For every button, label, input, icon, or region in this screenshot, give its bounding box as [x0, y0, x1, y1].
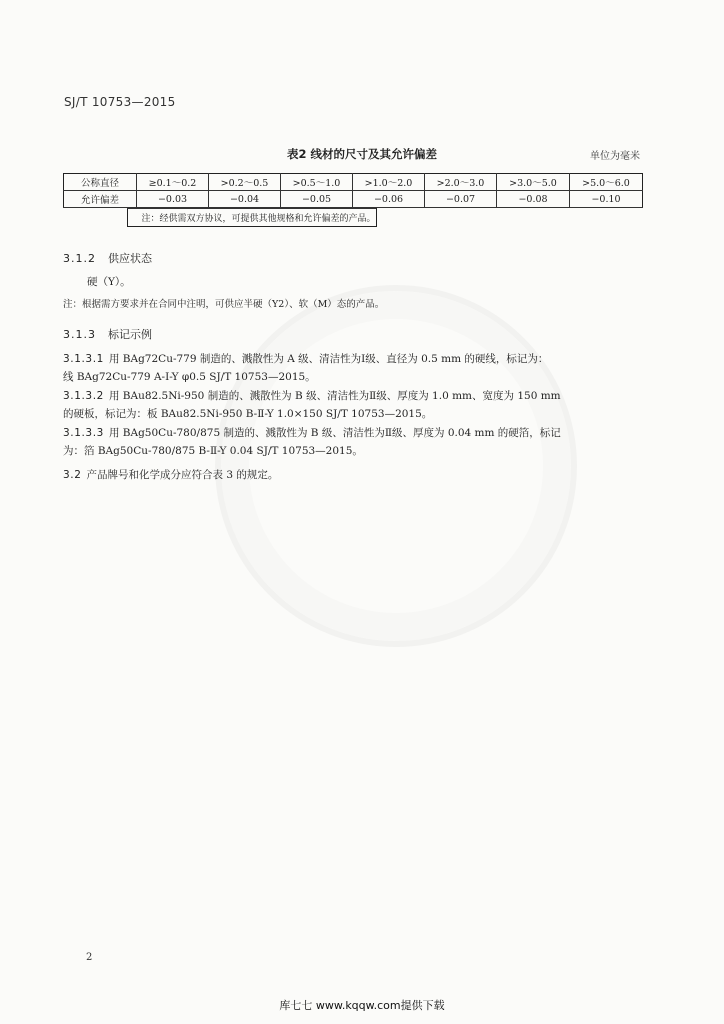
section-title: 标记示例 [108, 328, 152, 341]
row-header-tolerance: 允许偏差 [64, 191, 137, 208]
clause-number: 3.2 [63, 469, 82, 481]
tolerance-cell: −0.10 [570, 191, 643, 208]
table-row-diameter [64, 174, 643, 191]
marking-example-1 [63, 350, 663, 386]
section-heading-3-1-2 [63, 250, 152, 266]
diameter-cell: >0.5～1.0 [281, 174, 353, 191]
dimension-tolerance-table [63, 173, 643, 224]
table-unit: 单位为毫米 [590, 151, 640, 162]
diameter-cell: ≥0.1～0.2 [137, 174, 209, 191]
section-number: 3.1.2 [63, 252, 96, 265]
diameter-cell: >3.0～5.0 [497, 174, 570, 191]
tolerance-cell: −0.06 [353, 191, 425, 208]
clause-text: 产品牌号和化学成分应符合表 3 的规定。 [86, 469, 279, 481]
clause-number: 3.1.3.3 [63, 427, 104, 439]
section-number: 3.1.3 [63, 328, 96, 341]
clause-3-2 [63, 466, 663, 484]
diameter-cell: >1.0～2.0 [353, 174, 425, 191]
row-header-diameter: 公称直径 [64, 174, 137, 191]
page-number: 2 [86, 952, 93, 963]
table-title: 表2 线材的尺寸及其允许偏差 [286, 147, 437, 161]
section-title: 供应状态 [108, 252, 152, 265]
diameter-cell: >2.0～3.0 [425, 174, 497, 191]
tolerance-cell: −0.08 [497, 191, 570, 208]
supply-state-note: 注：根据需方要求并在合同中注明，可供应半硬（Y2）、软（M）态的产品。 [63, 299, 385, 310]
example-line: 为：箔 BAg50Cu-780/875 B-Ⅱ-Y 0.04 SJ/T 10753—2015。 [63, 445, 363, 457]
clause-number: 3.1.3.2 [63, 390, 104, 402]
diameter-cell: >0.2～0.5 [209, 174, 281, 191]
example-line: 线 BAg72Cu-779 A-Ⅰ-Y φ0.5 SJ/T 10753—2015。 [63, 371, 316, 383]
example-line: 3.1.3.2 用 BAu82.5Ni-950 制造的、溅散性为 B 级、清洁性为Ⅱ级、厚度为 1.0 mm、宽度为 150 mm [63, 390, 561, 402]
clause-number: 3.1.3.1 [63, 353, 104, 365]
example-line: 3.1.3.1 用 BAg72Cu-779 制造的、溅散性为 A 级、清洁性为Ⅰ级、直径为 0.5 mm 的硬线，标记为： [63, 353, 549, 365]
tolerance-cell: −0.05 [281, 191, 353, 208]
supply-state-text: 硬（Y）。 [87, 276, 131, 288]
section-heading-3-1-3 [63, 326, 152, 342]
marking-example-3 [63, 424, 663, 460]
example-line: 3.1.3.3 用 BAg50Cu-780/875 制造的、溅散性为 B 级、清洁性为Ⅱ级、厚度为 0.04 mm 的硬箔，标记 [63, 427, 561, 439]
table-note: 注：经供需双方协议，可提供其他规格和允许偏差的产品。 [127, 209, 376, 227]
diameter-cell: >5.0～6.0 [570, 174, 643, 191]
table-row-tolerance [64, 191, 643, 208]
table-row-note [127, 208, 377, 227]
tolerance-cell: −0.03 [137, 191, 209, 208]
marking-example-2 [63, 387, 663, 423]
standard-number: SJ/T 10753—2015 [64, 95, 176, 109]
download-footer: 库七七 www.kqqw.com提供下载 [279, 999, 445, 1012]
example-line: 的硬板，标记为：板 BAu82.5Ni-950 B-Ⅱ-Y 1.0×150 SJ/T 10753—2015。 [63, 408, 433, 420]
tolerance-cell: −0.07 [425, 191, 497, 208]
tolerance-cell: −0.04 [209, 191, 281, 208]
